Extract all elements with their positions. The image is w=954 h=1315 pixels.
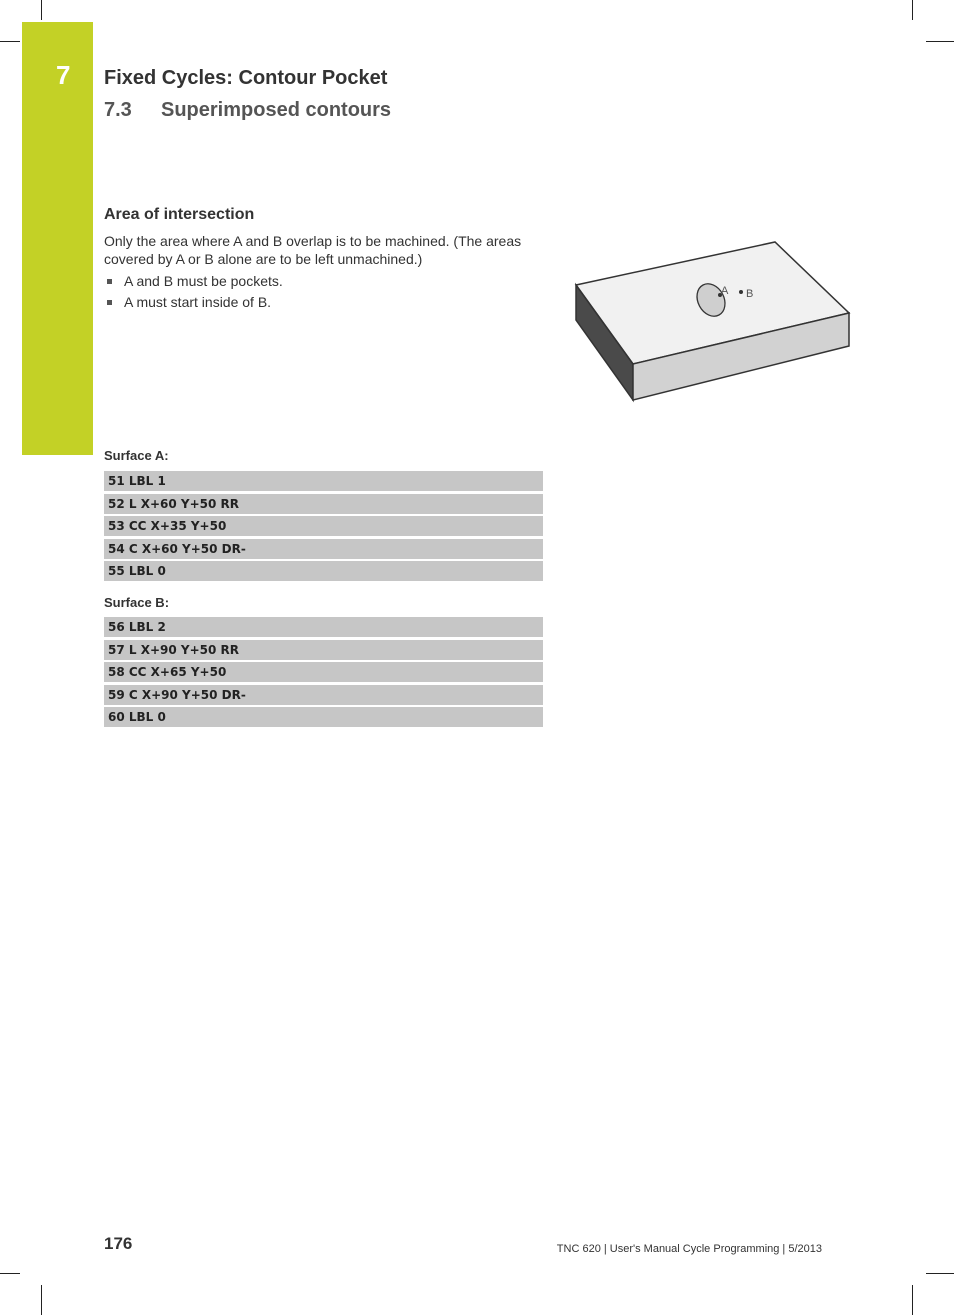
- workpiece-illustration: [560, 230, 860, 410]
- crop-mark: [41, 1285, 42, 1315]
- code-row: 59 C X+90 Y+50 DR-: [104, 685, 543, 705]
- requirements-list: [104, 271, 544, 313]
- surface-a-code-table: [104, 471, 543, 584]
- surface-b-code-table: [104, 617, 543, 730]
- code-row: 57 L X+90 Y+50 RR: [104, 640, 543, 660]
- section-heading: [104, 99, 391, 122]
- list-item: [104, 271, 544, 292]
- page-number: 176: [104, 1234, 133, 1253]
- section-number: 7.3: [104, 99, 132, 121]
- section-title: Superimposed contours: [161, 99, 392, 121]
- surface-a-label: Surface A:: [104, 448, 169, 463]
- crop-mark: [912, 0, 913, 20]
- code-row: 60 LBL 0: [104, 707, 543, 727]
- chapter-number: 7: [56, 60, 71, 90]
- crop-mark: [41, 0, 42, 20]
- list-item-text: A must start inside of B.: [124, 294, 272, 310]
- list-item: [104, 292, 544, 313]
- code-row: 51 LBL 1: [104, 471, 543, 491]
- code-row: 56 LBL 2: [104, 617, 543, 637]
- footer-text: TNC 620 | User's Manual Cycle Programming | 5/2013: [556, 1243, 822, 1255]
- crop-mark: [912, 1285, 913, 1315]
- code-row: 58 CC X+65 Y+50: [104, 662, 543, 682]
- point-b-label: B: [746, 288, 754, 300]
- crop-mark: [0, 41, 20, 42]
- surface-b-label: Surface B:: [104, 595, 170, 610]
- bullet-icon: [107, 279, 112, 284]
- crop-mark: [0, 1273, 20, 1274]
- crop-mark: [926, 41, 954, 42]
- code-row: 52 L X+60 Y+50 RR: [104, 494, 543, 514]
- intro-paragraph: Only the area where A and B overlap is to be machined. (The areas covered by A or B alone are to be left unmachined.): [104, 233, 522, 267]
- crop-mark: [926, 1273, 954, 1274]
- point-a-label: A: [721, 285, 729, 297]
- code-row: 54 C X+60 Y+50 DR-: [104, 539, 543, 559]
- chapter-title: Fixed Cycles: Contour Pocket: [104, 67, 388, 89]
- point-b-marker: [739, 290, 743, 294]
- subsection-heading: Area of intersection: [104, 206, 255, 223]
- code-row: 55 LBL 0: [104, 561, 543, 581]
- bullet-icon: [107, 300, 112, 305]
- list-item-text: A and B must be pockets.: [124, 273, 283, 289]
- code-row: 53 CC X+35 Y+50: [104, 516, 543, 536]
